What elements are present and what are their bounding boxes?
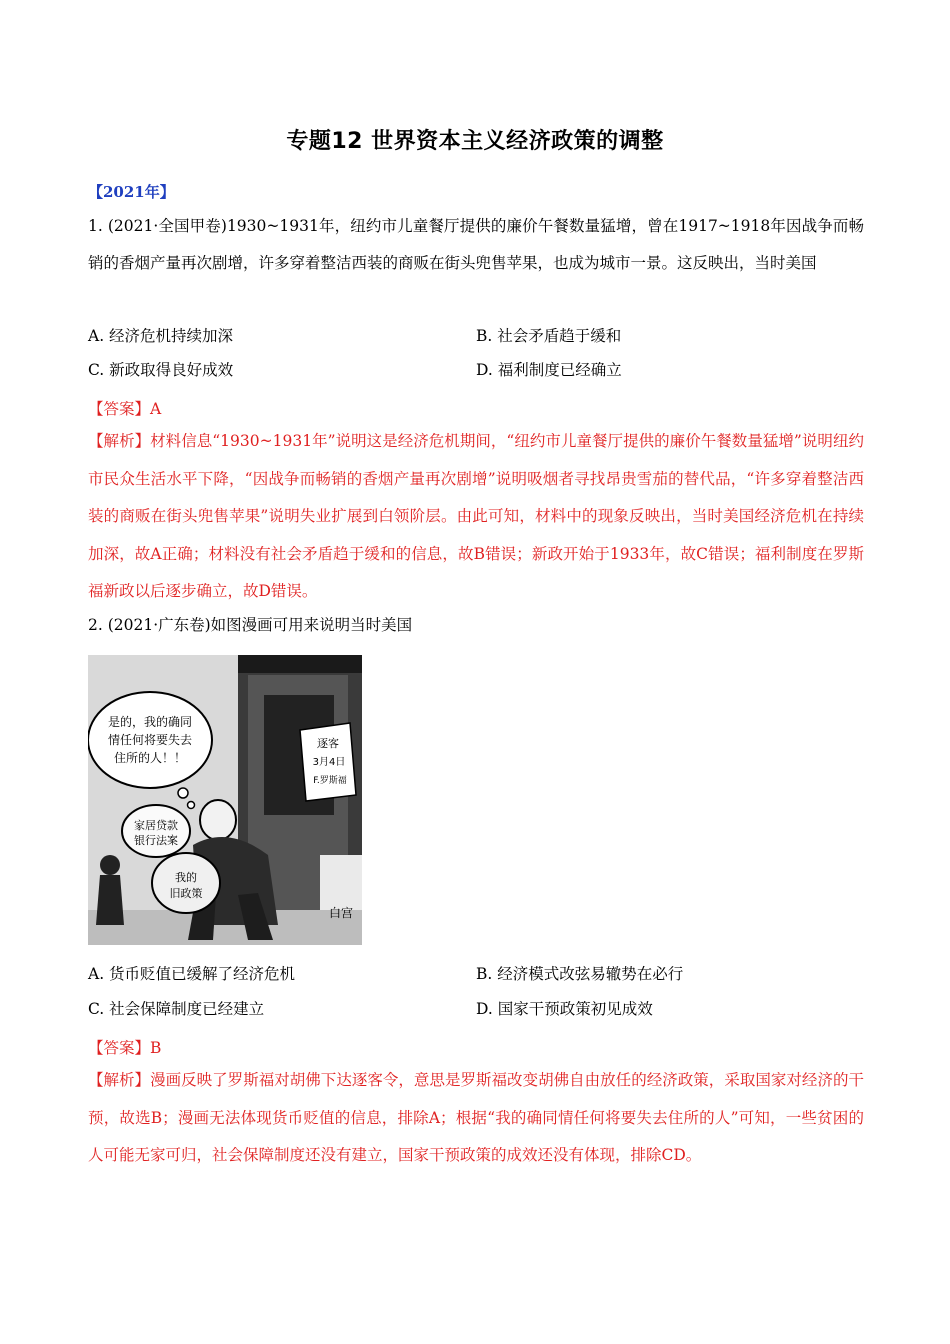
question-2-stem: 2. (2021·广东卷)如图漫画可用来说明当时美国 [88, 616, 413, 634]
q2-analysis: 【解析】漫画反映了罗斯福对胡佛下达逐客令，意思是罗斯福改变胡佛自由放任的经济政策，采取国家对经济的干预，故选B；漫画无法体现货币贬值的信息，排除A；根据“我的确同情任何将要失去住所的人”可知，一些贫困的人可能无家可归，社会保障制度还没有建立，国家干预政策的成效还没有体现，排除CD。 [88, 1071, 864, 1164]
question-2-options-row-2 [88, 992, 864, 1026]
q2-answer: 【答案】B [88, 1039, 162, 1057]
notice-line-3: F.罗斯福 [313, 776, 347, 786]
question-1-options-row-2 [88, 353, 864, 387]
q1-answer: 【答案】A [88, 400, 162, 418]
speech-line-2: 情任何将要失去 [107, 733, 193, 747]
q1-option-c: C. 新政取得良好成效 [88, 361, 234, 379]
q2-option-c: C. 社会保障制度已经建立 [88, 1000, 265, 1018]
speech-line-1: 是的，我的确同 [107, 715, 193, 729]
question-1-stem: 1. (2021·全国甲卷)1930~1931年，纽约市儿童餐厅提供的廉价午餐数量猛增，曾在1917~1918年因战争而畅销的香烟产量再次剧增，许多穿着整洁西装的商贩在街头兜售苹果，也成为城市一景。这反映出，当时美国 [88, 217, 864, 272]
question-2-options-row-1 [88, 957, 864, 991]
bag-line-1: 家居贷款 [134, 819, 178, 832]
q1-option-d: D. 福利制度已经确立 [476, 361, 622, 379]
sack-line-1: 我的 [175, 871, 197, 884]
political-cartoon [88, 655, 362, 945]
q1-option-b: B. 社会矛盾趋于缓和 [476, 327, 622, 345]
house-label: 白宫 [328, 906, 354, 920]
bag-line-2: 银行法案 [134, 834, 178, 847]
q2-option-a: A. 货币贬值已缓解了经济危机 [88, 965, 296, 983]
section-year: 【2021年】 [88, 183, 175, 201]
q1-option-a: A. 经济危机持续加深 [88, 327, 234, 345]
q1-analysis: 【解析】材料信息“1930~1931年”说明这是经济危机期间，“纽约市儿童餐厅提供的廉价午餐数量猛增”说明纽约市民众生活水平下降，“因战争而畅销的香烟产量再次剧增”说明吸烟者寻找昂贵雪茄的替代品，“许多穿着整洁西装的商贩在街头兜售苹果”说明失业扩展到白领阶层。由此可知，材料中的现象反映出，当时美国经济危机在持续加深，故A正确；材料没有社会矛盾趋于缓和的信息，故B错误；新政开始于1933年，故C错误；福利制度在罗斯福新政以后逐步确立，故D错误。 [88, 432, 864, 600]
notice-line-1: 逐客 [317, 737, 339, 750]
q2-option-b: B. 经济模式改弦易辙势在必行 [476, 965, 684, 983]
notice-line-2: 3月4日 [312, 757, 346, 768]
speech-line-3: 住所的人！！ [113, 751, 187, 765]
q2-option-d: D. 国家干预政策初见成效 [476, 1000, 653, 1018]
sack-line-2: 旧政策 [169, 887, 203, 900]
page-title: 专题12 世界资本主义经济政策的调整 [286, 129, 664, 154]
question-1-options-row-1 [88, 319, 864, 353]
